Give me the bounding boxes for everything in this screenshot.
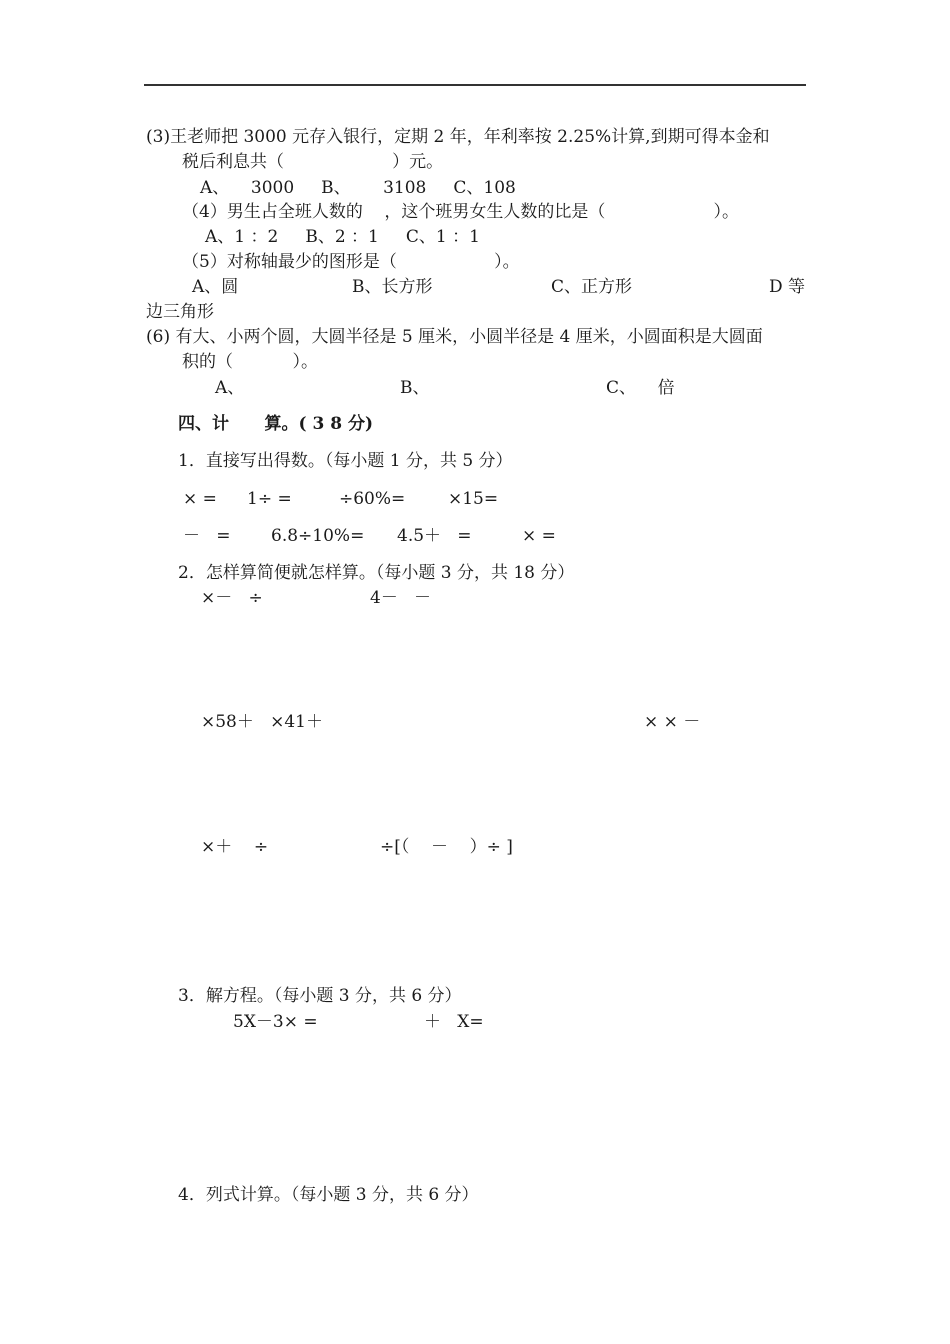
simplify-expr: × × － — [644, 712, 701, 732]
q4-options: A、1 ：2 B、2 ：1 C、1 ：1 — [205, 227, 480, 247]
header-rule — [144, 84, 806, 86]
simplify-expr: 4－ － — [370, 588, 432, 608]
q6-option-a: A、 — [215, 378, 245, 398]
part4-title: 4．列式计算。（每小题 3 分，共 6 分） — [178, 1185, 479, 1205]
oral-calc-item: × = — [183, 489, 217, 509]
oral-calc-item: ÷60%= — [339, 489, 406, 509]
simplify-expr: ×－ ÷ — [201, 588, 263, 608]
equation: ＋ X= — [424, 1012, 484, 1032]
q5-text: （5）对称轴最少的图形是（ ）。 — [182, 252, 520, 272]
q6-option-c: C、 倍 — [606, 378, 675, 398]
oral-calc-item: － = — [183, 526, 231, 546]
part3-title: 3．解方程。（每小题 3 分，共 6 分） — [178, 986, 462, 1006]
oral-calc-item: 6.8÷10%= — [271, 526, 365, 546]
q5-option-b: B、长方形 — [352, 277, 433, 297]
simplify-expr: ÷[（ － ）÷ ] — [380, 837, 513, 857]
q5-option-c: C、正方形 — [551, 277, 633, 297]
section-heading: 四、计 算。( 3 8 分) — [178, 414, 374, 434]
q3-options: A、 3000 B、 3108 C、108 — [200, 178, 516, 198]
simplify-expr: ×58＋ ×41＋ — [201, 712, 323, 732]
q6-option-b: B、 — [400, 378, 430, 398]
q5-option-a: A、圆 — [192, 277, 239, 297]
q6-text-line2: 积的（ ）。 — [182, 352, 318, 372]
part1-title: 1．直接写出得数。（每小题 1 分，共 5 分） — [178, 451, 513, 471]
oral-calc-item: 4.5＋ = — [397, 526, 472, 546]
equation: 5X－3× = — [233, 1012, 318, 1032]
q3-text-line1: (3)王老师把 3000 元存入银行，定期 2 年，年利率按 2.25%计算,到期可得本金和 — [146, 127, 770, 147]
oral-calc-item: × = — [522, 526, 556, 546]
q4-text: （4）男生占全班人数的 ，这个班男女生人数的比是（ ）。 — [182, 202, 740, 222]
oral-calc-item: 1÷ = — [247, 489, 292, 509]
oral-calc-item: ×15= — [448, 489, 499, 509]
simplify-expr: ×＋ ÷ — [201, 837, 269, 857]
q5-option-d: D 等 — [769, 277, 806, 297]
q3-text-line2: 税后利息共（ ）元。 — [182, 152, 444, 172]
q6-text-line1: (6) 有大、小两个圆，大圆半径是 5 厘米，小圆半径是 4 厘米，小圆面积是大圆面 — [146, 327, 763, 347]
part2-title: 2．怎样算简便就怎样算。（每小题 3 分，共 18 分） — [178, 563, 575, 583]
q5-option-d-continued: 边三角形 — [146, 302, 214, 322]
